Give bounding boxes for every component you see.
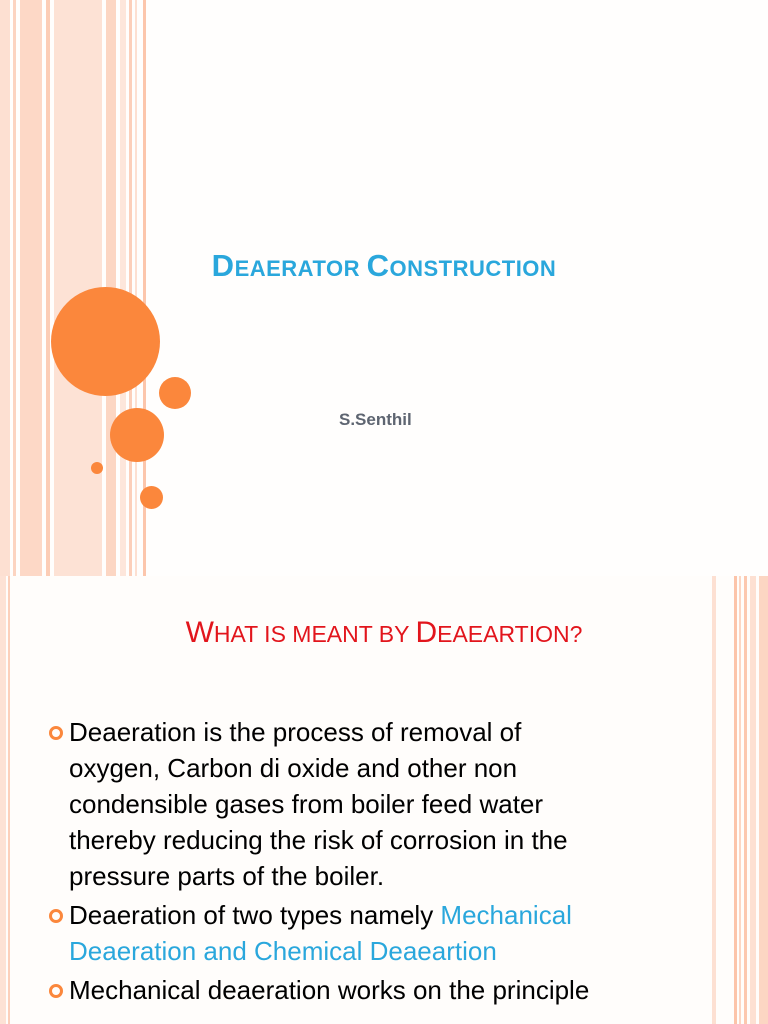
decor-stripe — [120, 0, 126, 576]
bullet-item — [46, 897, 706, 969]
content-slide — [0, 576, 768, 1024]
bullet-list — [46, 714, 706, 1011]
decor-circle-medium — [110, 408, 164, 462]
bullet-line: pressure parts of the boiler. — [69, 861, 385, 891]
decor-stripe — [13, 0, 16, 576]
slide-title: DEAERATOR CONSTRUCTION — [211, 248, 557, 283]
hollow-circle-icon — [49, 726, 63, 740]
decor-stripe — [0, 0, 10, 576]
bullet-item — [46, 714, 706, 894]
bullet-item — [46, 972, 706, 1008]
decor-stripe — [135, 0, 137, 576]
bullet-text: Deaeration of two types namely — [69, 900, 441, 930]
bullet-line: thereby reducing the risk of corrosion in the — [69, 825, 568, 855]
decor-circle-small — [140, 486, 163, 509]
bullet-highlight-text: Deaeration and Chemical Deaeartion — [69, 936, 497, 966]
decor-circle-small — [159, 377, 191, 409]
author-name: S.Senthil — [339, 410, 412, 429]
decor-stripe — [46, 0, 50, 576]
bullet-line — [69, 897, 706, 933]
bullet-highlight-text: Mechanical — [440, 900, 572, 930]
hollow-circle-icon — [49, 909, 63, 923]
bullet-line: condensible gases from boiler feed water — [69, 789, 544, 819]
decor-circle-dot — [91, 462, 103, 474]
bullet-line: Deaeration is the process of removal of — [69, 717, 522, 747]
hollow-circle-icon — [49, 984, 63, 998]
decor-circle-large — [51, 287, 160, 396]
decor-stripe — [129, 0, 132, 576]
slide-title: WHAT IS MEANT BY DEAEARTION? — [185, 616, 583, 649]
decor-stripe — [20, 0, 42, 576]
bullet-line: oxygen, Carbon di oxide and other non — [69, 753, 518, 783]
bullet-line: Mechanical deaeration works on the principle — [69, 975, 590, 1005]
